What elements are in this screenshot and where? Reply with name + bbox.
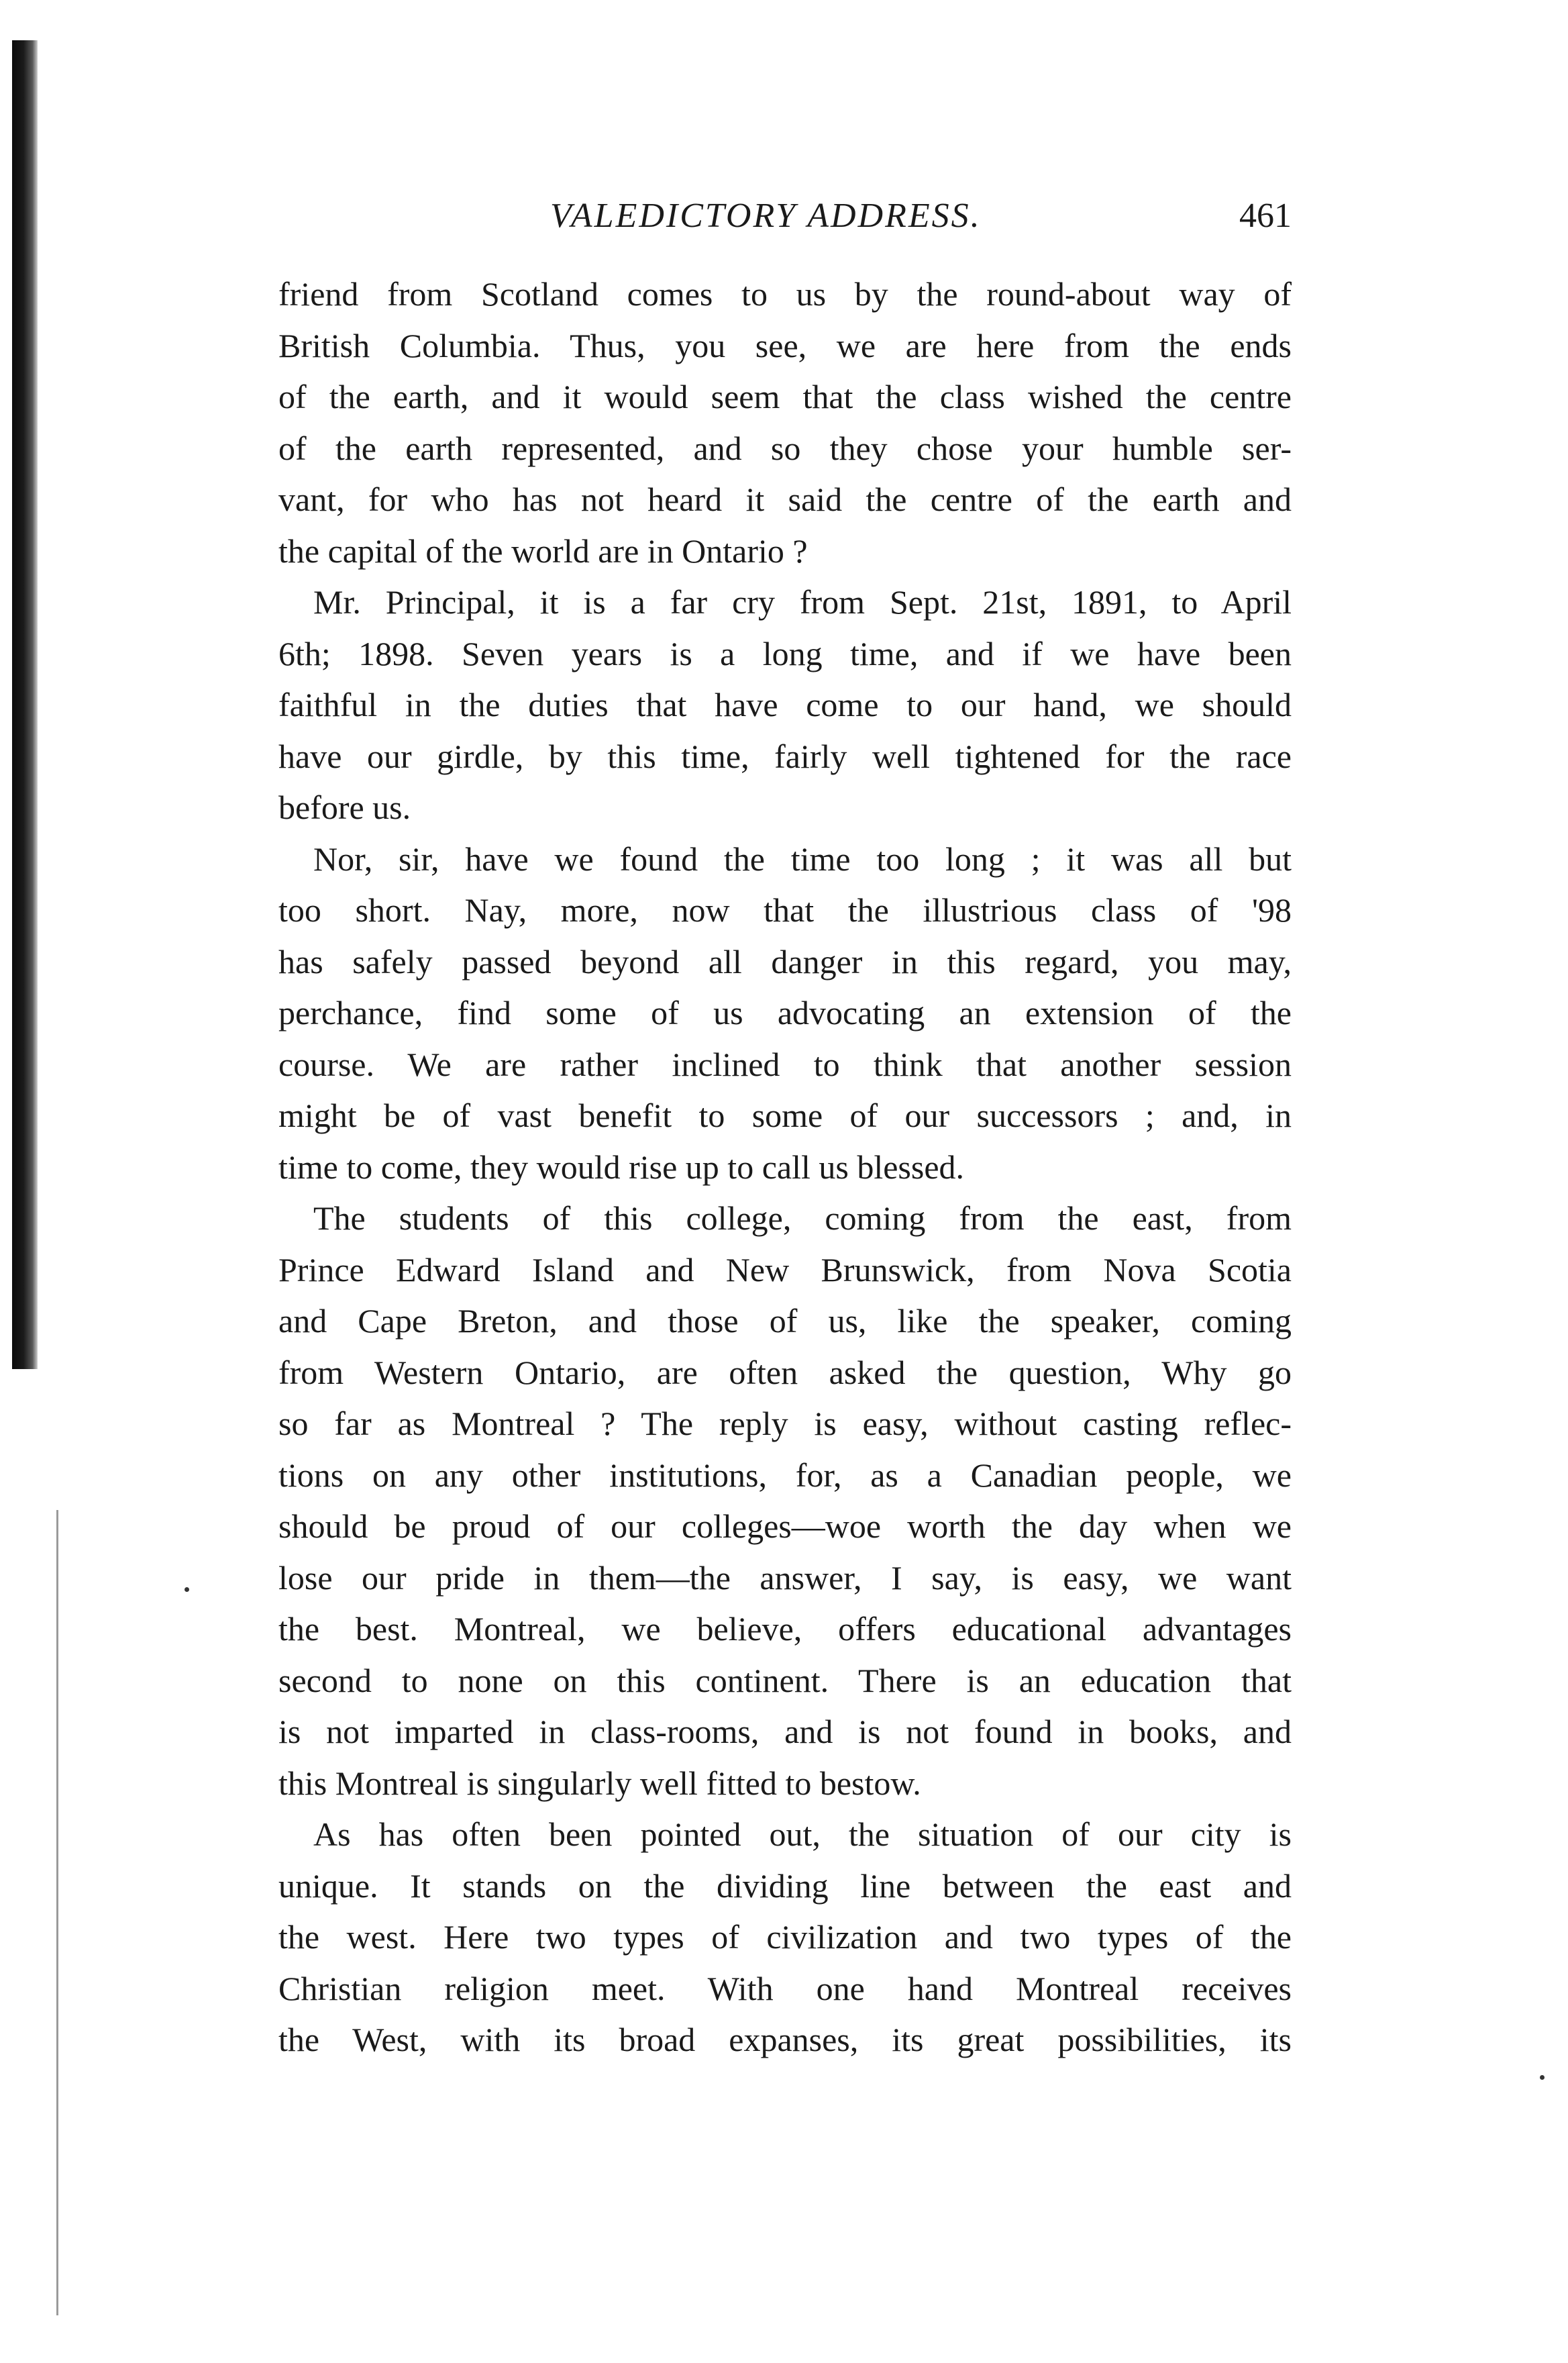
running-header bbox=[278, 196, 1292, 250]
text-line: perchance, find some of us advocating an extension of the bbox=[278, 994, 1292, 1032]
text-line: this Montreal is singularly well fitted to bestow. bbox=[278, 1764, 921, 1802]
text-line: tions on any other institutions, for, as a Canadian people, we bbox=[278, 1456, 1292, 1494]
text-line: Nor, sir, have we found the time too long ; it was all but bbox=[313, 840, 1292, 878]
text-line: As has often been pointed out, the situation of our city is bbox=[313, 1815, 1292, 1853]
text-line: the west. Here two types of civilization and two types of the bbox=[278, 1918, 1292, 1956]
scan-speck bbox=[1540, 2075, 1545, 2080]
book-binding-edge bbox=[12, 40, 38, 1369]
body-text bbox=[278, 268, 1292, 2066]
text-line: from Western Ontario, are often asked the question, Why go bbox=[278, 1353, 1292, 1391]
text-line: of the earth, and it would seem that the class wished the centre bbox=[278, 378, 1292, 415]
text-line: faithful in the duties that have come to our hand, we should bbox=[278, 686, 1292, 723]
text-line: Prince Edward Island and New Brunswick, from Nova Scotia bbox=[278, 1250, 1292, 1289]
text-line: friend from Scotland comes to us by the round-about way of bbox=[278, 275, 1292, 313]
text-line: might be of vast benefit to some of our successors ; and, in bbox=[278, 1097, 1292, 1134]
text-line: is not imparted in class-rooms, and is not found in books, and bbox=[278, 1713, 1292, 1750]
text-line: before us. bbox=[278, 789, 411, 826]
text-line: should be proud of our colleges—woe worth the day when we bbox=[278, 1507, 1292, 1545]
text-line: lose our pride in them—the answer, I say, is easy, we want bbox=[278, 1558, 1292, 1597]
text-line: British Columbia. Thus, you see, we are here from the ends bbox=[278, 326, 1292, 364]
text-line: has safely passed beyond all danger in this regard, you may, bbox=[278, 942, 1292, 981]
text-line: 6th; 1898. Seven years is a long time, and if we have been bbox=[278, 634, 1292, 672]
text-line: unique. It stands on the dividing line between the east and bbox=[278, 1866, 1292, 1905]
text-line: the West, with its broad expanses, its great possibilities, its bbox=[278, 2021, 1292, 2058]
text-line: Christian religion meet. With one hand Montreal receives bbox=[278, 1969, 1292, 2007]
text-line: The students of this college, coming from the east, from bbox=[313, 1199, 1292, 1237]
text-line: vant, for who has not heard it said the centre of the earth and bbox=[278, 481, 1292, 518]
text-line: time to come, they would rise up to call us blessed. bbox=[278, 1148, 965, 1186]
header-title: VALEDICTORY ADDRESS. bbox=[550, 197, 982, 235]
text-line: have our girdle, by this time, fairly well tightened for the race bbox=[278, 737, 1292, 775]
text-line: second to none on this continent. There is an education that bbox=[278, 1661, 1292, 1699]
text-line: course. We are rather inclined to think that another session bbox=[278, 1045, 1292, 1083]
page-edge-line bbox=[56, 1510, 58, 2315]
page-number: 461 bbox=[1239, 197, 1292, 235]
text-line: so far as Montreal ? The reply is easy, without casting reflec- bbox=[278, 1405, 1292, 1442]
text-line: too short. Nay, more, now that the illustrious class of '98 bbox=[278, 891, 1292, 929]
text-line: the capital of the world are in Ontario ? bbox=[278, 532, 808, 570]
text-line: of the earth represented, and so they chose your humble ser- bbox=[278, 429, 1292, 467]
text-line: and Cape Breton, and those of us, like the speaker, coming bbox=[278, 1302, 1292, 1340]
scan-speck bbox=[185, 1587, 189, 1592]
text-line: Mr. Principal, it is a far cry from Sept. 21st, 1891, to April bbox=[313, 583, 1292, 621]
text-line: the best. Montreal, we believe, offers educational advantages bbox=[278, 1610, 1292, 1648]
